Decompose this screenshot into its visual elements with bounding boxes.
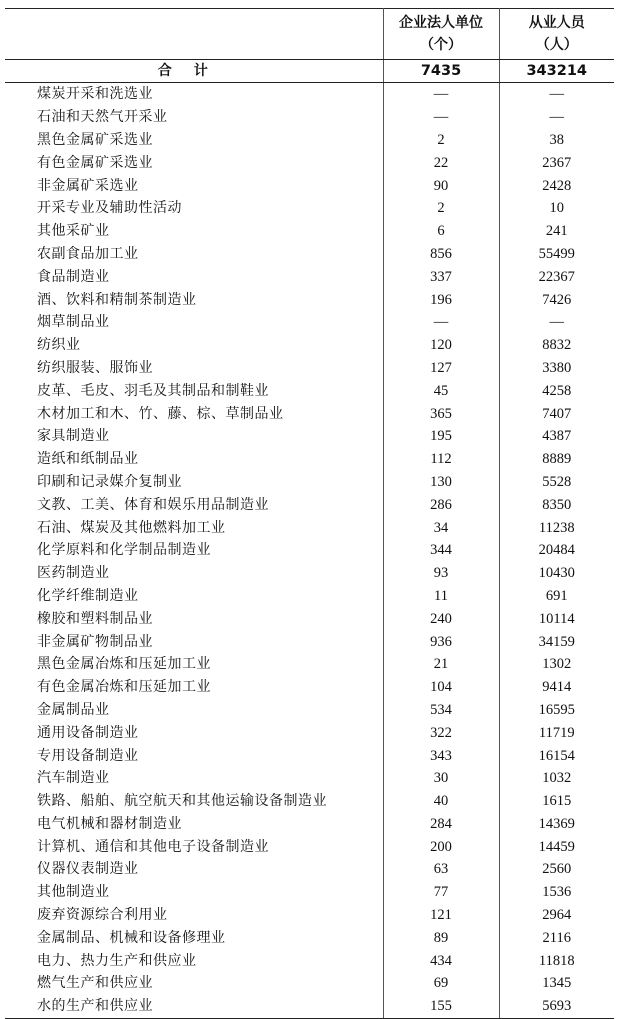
enterprise-units-value: 63 [383,858,499,881]
industry-name: 非金属矿物制品业 [5,630,383,653]
employees-value: 2116 [542,929,571,946]
table-row [5,357,614,380]
table-row [5,471,614,494]
industry-name: 橡胶和塑料制品业 [5,607,383,630]
table-row [5,129,614,152]
enterprise-units-value: 6 [383,220,499,243]
table-row [5,858,614,881]
table-row [5,744,614,767]
industry-name: 金属制品业 [5,699,383,722]
industry-name: 医药制造业 [5,562,383,585]
employees-value: 34159 [538,633,575,650]
enterprise-units-value: 11 [383,585,499,608]
employees-value: 3380 [542,359,572,376]
enterprise-units-value: 90 [383,174,499,197]
table-row [5,767,614,790]
enterprise-units-value: 322 [383,721,499,744]
total-employees: 343214 [499,60,614,83]
employees-value: 20484 [538,542,575,559]
units-column-header [383,9,499,60]
industry-name: 开采专业及辅助性活动 [5,197,383,220]
industry-name: 仪器仪表制造业 [5,858,383,881]
enterprise-units-value: 2 [383,129,499,152]
enterprise-units-value: 2 [383,197,499,220]
table-row [5,243,614,266]
table-row [5,106,614,129]
employees-value: 22367 [538,268,575,285]
employees-value: 14459 [538,838,575,855]
enterprise-units-value: 89 [383,926,499,949]
industry-name: 纺织服装、服饰业 [5,357,383,380]
table-body [5,60,614,1019]
table-row [5,721,614,744]
employees-value: 5693 [499,995,614,1018]
enterprise-units-value: 337 [383,265,499,288]
employees-value: 2428 [542,177,572,194]
industry-name: 非金属矿采选业 [5,174,383,197]
industry-name: 其他制造业 [5,881,383,904]
enterprise-units-value: 77 [383,881,499,904]
employees-value: 1615 [542,793,572,810]
table-row [5,379,614,402]
units-header-title: 企业法人单位 [399,15,483,31]
industry-name: 印刷和记录媒介复制业 [5,471,383,494]
industry-name: 金属制品、机械和设备修理业 [5,926,383,949]
enterprise-units-value: 534 [383,699,499,722]
industry-name: 家具制造业 [5,425,383,448]
employees-value: 7426 [542,291,572,308]
employees-header-title: 从业人员 [528,15,585,31]
industry-name: 通用设备制造业 [5,721,383,744]
industry-name: 电气机械和器材制造业 [5,813,383,836]
employees-value: 241 [545,223,568,240]
enterprise-units-value: 286 [383,493,499,516]
industry-statistics-table [5,8,614,1019]
employees-value: 4258 [542,382,572,399]
table-row [5,904,614,927]
industry-name: 废弃资源综合利用业 [5,904,383,927]
industry-name: 化学纤维制造业 [5,585,383,608]
industry-name: 燃气生产和供应业 [5,972,383,995]
table-row [5,197,614,220]
industry-name: 煤炭开采和洗选业 [5,83,383,106]
industry-name: 汽车制造业 [5,767,383,790]
total-row [5,60,614,83]
table-row [5,493,614,516]
industry-name: 皮革、毛皮、羽毛及其制品和制鞋业 [5,379,383,402]
enterprise-units-value: — [383,311,499,334]
enterprise-units-value: 365 [383,402,499,425]
employees-value: 10 [549,200,564,217]
employees-value: 1302 [542,656,572,673]
enterprise-units-value: 200 [383,835,499,858]
employees-value: — [549,314,564,331]
industry-name: 电力、热力生产和供应业 [5,949,383,972]
industry-name: 黑色金属冶炼和压延加工业 [5,653,383,676]
enterprise-units-value: 130 [383,471,499,494]
employees-value: — [549,109,564,126]
table-row [5,220,614,243]
enterprise-units-value: 112 [383,448,499,471]
employees-value: — [549,86,564,103]
enterprise-units-value: 40 [383,790,499,813]
enterprise-units-value: 343 [383,744,499,767]
units-header-unit: （个） [420,37,462,53]
employees-value: 11238 [538,519,575,536]
enterprise-units-value: 121 [383,904,499,927]
enterprise-units-value: 155 [383,995,499,1018]
total-label: 合计 [5,60,383,83]
table-row [5,790,614,813]
industry-column-header [5,9,383,60]
enterprise-units-value: 45 [383,379,499,402]
industry-name: 烟草制品业 [5,311,383,334]
employees-value: 1032 [542,770,572,787]
employees-value: 5528 [542,473,572,490]
employees-value: 14369 [538,815,575,832]
enterprise-units-value: 120 [383,334,499,357]
employees-value: 1536 [542,884,572,901]
enterprise-units-value: 22 [383,151,499,174]
table-row [5,83,614,106]
table-row [5,265,614,288]
table-row [5,653,614,676]
employees-value: 16595 [538,701,575,718]
enterprise-units-value: 69 [383,972,499,995]
enterprise-units-value: 936 [383,630,499,653]
industry-name: 专用设备制造业 [5,744,383,767]
industry-name: 有色金属矿采选业 [5,151,383,174]
industry-name: 铁路、船舶、航空航天和其他运输设备制造业 [5,790,383,813]
employees-column-header [499,9,614,60]
employees-value: 691 [545,587,568,604]
industry-name: 有色金属冶炼和压延加工业 [5,676,383,699]
enterprise-units-value: 856 [383,243,499,266]
table-row [5,630,614,653]
table-row [5,311,614,334]
table-row [5,881,614,904]
enterprise-units-value: 104 [383,676,499,699]
enterprise-units-value: 34 [383,516,499,539]
employees-value: 9414 [542,679,572,696]
table-row [5,516,614,539]
industry-name: 纺织业 [5,334,383,357]
enterprise-units-value: 196 [383,288,499,311]
header-row [5,9,614,60]
table-row [5,926,614,949]
table-row [5,607,614,630]
enterprise-units-value: 30 [383,767,499,790]
employees-value: 8350 [542,496,572,513]
table-row [5,425,614,448]
employees-value: 11818 [538,952,575,969]
enterprise-units-value: 195 [383,425,499,448]
enterprise-units-value: 93 [383,562,499,585]
industry-name: 水的生产和供应业 [5,995,383,1018]
table-row [5,151,614,174]
industry-name: 农副食品加工业 [5,243,383,266]
employees-value: 11719 [538,724,575,741]
employees-value: 2560 [542,861,572,878]
employees-value: 55499 [538,245,575,262]
employees-value: 10114 [538,610,575,627]
total-units: 7435 [383,60,499,83]
industry-name: 石油和天然气开采业 [5,106,383,129]
employees-value: 10430 [538,565,575,582]
table-row [5,835,614,858]
enterprise-units-value: 21 [383,653,499,676]
industry-name: 食品制造业 [5,265,383,288]
table-row [5,676,614,699]
employees-value: 7407 [542,405,572,422]
table-row [5,562,614,585]
table-row [5,972,614,995]
table-row [5,995,614,1018]
industry-name: 其他采矿业 [5,220,383,243]
table-row [5,448,614,471]
employees-value: 2964 [542,907,572,924]
enterprise-units-value: 344 [383,539,499,562]
employees-value: 16154 [538,747,575,764]
employees-value: 2367 [542,154,572,171]
employees-value: 1345 [542,975,572,992]
enterprise-units-value: 284 [383,813,499,836]
table-row [5,813,614,836]
table-row [5,402,614,425]
enterprise-units-value: 240 [383,607,499,630]
employees-value: 8832 [542,337,572,354]
table-row [5,585,614,608]
industry-name: 石油、煤炭及其他燃料加工业 [5,516,383,539]
table-row [5,539,614,562]
enterprise-units-value: 434 [383,949,499,972]
employees-value: 8889 [542,451,572,468]
industry-name: 化学原料和化学制品制造业 [5,539,383,562]
industry-name: 文教、工美、体育和娱乐用品制造业 [5,493,383,516]
employees-header-unit: （人） [535,37,578,53]
table-row [5,174,614,197]
industry-name: 计算机、通信和其他电子设备制造业 [5,835,383,858]
employees-value: 38 [549,131,564,148]
industry-name: 造纸和纸制品业 [5,448,383,471]
employees-value: 4387 [542,428,572,445]
enterprise-units-value: — [383,83,499,106]
enterprise-units-value: — [383,106,499,129]
table-row [5,699,614,722]
table-row [5,334,614,357]
enterprise-units-value: 127 [383,357,499,380]
industry-name: 酒、饮料和精制茶制造业 [5,288,383,311]
industry-name: 黑色金属矿采选业 [5,129,383,152]
industry-name: 木材加工和木、竹、藤、棕、草制品业 [5,402,383,425]
table-row [5,949,614,972]
table-row [5,288,614,311]
